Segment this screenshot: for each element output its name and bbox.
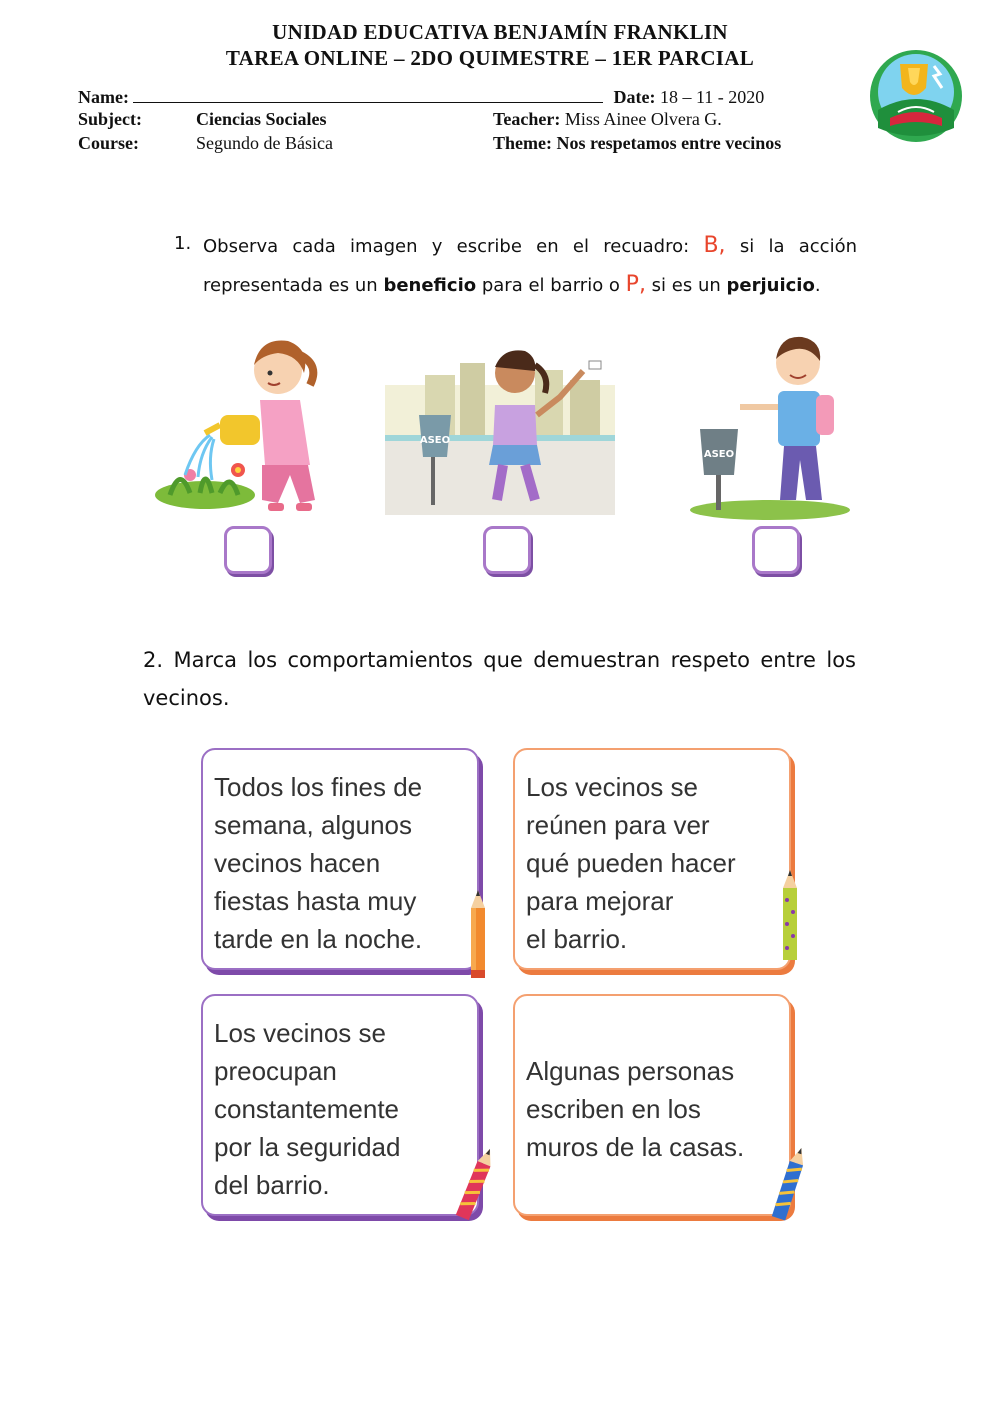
pencil-icon: [769, 1146, 809, 1226]
subject-label: Subject:: [78, 109, 142, 129]
teacher-value: Miss Ainee Olvera G.: [564, 109, 722, 129]
theme-label: Theme:: [493, 133, 552, 153]
q1-text-c: representada es un: [203, 275, 378, 296]
girl-littering-illustration: [385, 325, 615, 525]
pencil-icon: [469, 890, 487, 980]
q1-text-f: .: [814, 275, 821, 296]
date-value: 18 – 11 - 2020: [659, 87, 765, 107]
school-logo-icon: [868, 48, 964, 144]
q2-line2: vecinos.: [143, 686, 230, 710]
teacher-row: [493, 109, 722, 130]
word-beneficio: beneficio: [383, 275, 477, 296]
course-value: Segundo de Básica: [196, 133, 333, 153]
assignment-title: TAREA ONLINE – 2DO QUIMESTRE – 1ER PARCIAL: [225, 46, 755, 70]
name-input-line[interactable]: [133, 86, 603, 103]
q2-line1: 2. Marca los comportamientos que demuestran respeto entre los: [143, 648, 856, 672]
date-label: Date:: [613, 87, 656, 107]
subject-label-wrap: [78, 109, 142, 130]
q1-text-d: para el barrio o: [481, 275, 620, 296]
behavior-card-4[interactable]: [513, 994, 791, 1216]
aseo-sign-text: ASEO: [419, 435, 451, 446]
q1-text-b: si la acción: [739, 236, 857, 257]
behavior-card-2[interactable]: [513, 748, 791, 970]
card-1-text: Todos los fines de semana, algunos vecinos hacen fiestas hasta muy tarde en la noche.: [214, 772, 423, 954]
subject-value: Ciencias Sociales: [196, 109, 327, 129]
pencil-icon: [781, 870, 799, 966]
card-3-text: Los vecinos se preocupan constantemente por la seguridad del barrio.: [214, 1018, 401, 1200]
theme-row: [493, 133, 781, 154]
q1-line1: [203, 233, 857, 258]
subject-value-wrap: [196, 109, 327, 130]
word-perjuicio: perjuicio: [726, 275, 815, 296]
name-row: [78, 86, 764, 108]
q1-number: 1.: [174, 233, 192, 254]
school-name: UNIDAD EDUCATIVA BENJAMÍN FRANKLIN: [272, 20, 728, 44]
card-4-text: Algunas personas escriben en los muros de la casas.: [526, 1056, 745, 1162]
card-2-text: Los vecinos se reúnen para ver qué pueden hacer para mejorar el barrio.: [526, 772, 736, 954]
letter-p: P,: [625, 272, 646, 297]
behavior-card-3[interactable]: [201, 994, 479, 1216]
q1-line2: [203, 272, 821, 297]
theme-value: Nos respetamos entre vecinos: [556, 133, 782, 153]
q1-text-e: si es un: [651, 275, 721, 296]
girl-watering-plants-illustration: [150, 325, 340, 525]
behavior-card-1[interactable]: [201, 748, 479, 970]
boy-using-trash-bin-illustration: [680, 325, 870, 525]
letter-b: B,: [703, 233, 726, 258]
answer-box-3[interactable]: [752, 526, 800, 574]
answer-box-1[interactable]: [224, 526, 272, 574]
teacher-label: Teacher:: [493, 109, 561, 129]
name-label: Name:: [78, 87, 129, 107]
aseo-sign-text-2: ASEO: [703, 449, 735, 460]
q1-text-a: Observa cada imagen y escribe en el recuadro:: [203, 236, 690, 257]
pencil-icon: [455, 1146, 495, 1226]
answer-box-2[interactable]: [483, 526, 531, 574]
course-label-wrap: [78, 133, 139, 154]
course-label: Course:: [78, 133, 139, 153]
